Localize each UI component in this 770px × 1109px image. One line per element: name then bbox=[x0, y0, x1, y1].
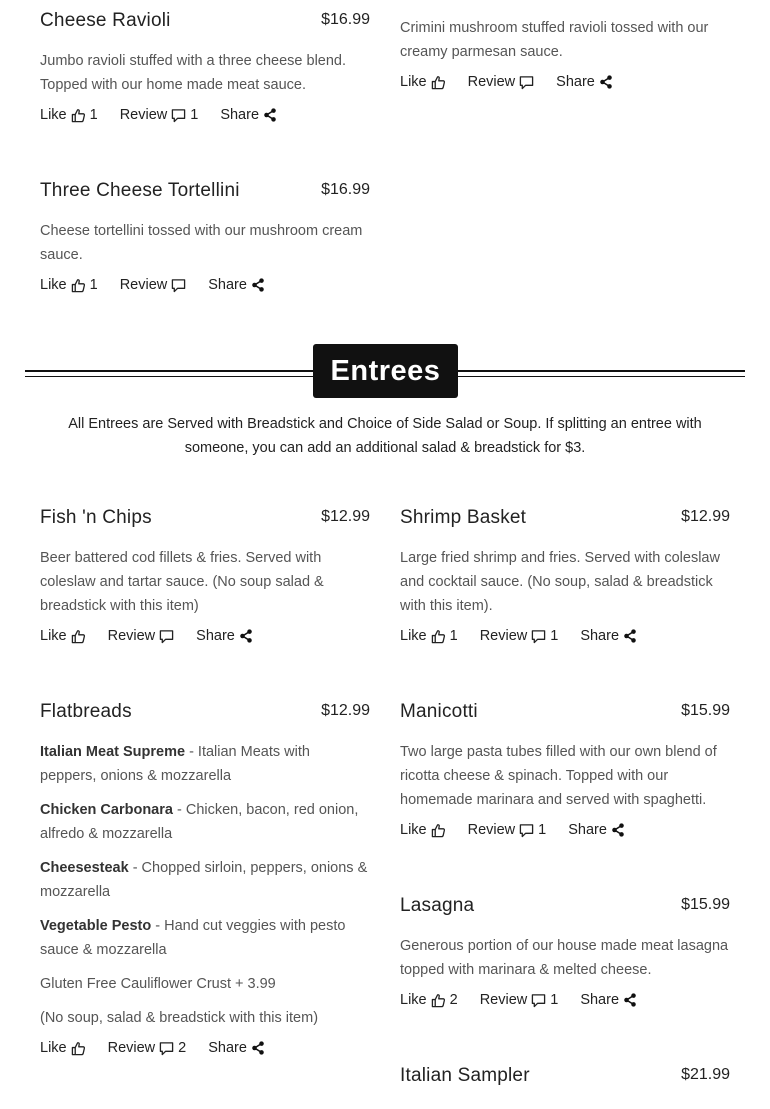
item-name: Shrimp Basket bbox=[400, 507, 527, 528]
like-label: Like bbox=[400, 822, 427, 838]
like-button[interactable] bbox=[400, 628, 458, 644]
thumbs-up-icon bbox=[431, 75, 446, 90]
comment-icon bbox=[171, 108, 186, 123]
item-price: $12.99 bbox=[681, 508, 730, 525]
like-button[interactable] bbox=[400, 992, 458, 1008]
review-button[interactable] bbox=[120, 107, 199, 123]
item-description: Generous portion of our house made meat lasagna topped with marinara & melted cheese. bbox=[400, 938, 729, 978]
item-description: Cheese tortellini tossed with our mushroom cream sauce. bbox=[40, 223, 363, 263]
flatbread-option bbox=[40, 798, 370, 846]
like-button[interactable] bbox=[40, 628, 86, 644]
like-label: Like bbox=[40, 107, 67, 123]
like-label: Like bbox=[40, 277, 67, 293]
menu-item-shrimp-basket bbox=[400, 507, 730, 650]
share-button[interactable] bbox=[556, 74, 613, 90]
option-text: - Chicken, bacon, red onion, alfredo & mozzarella bbox=[40, 802, 359, 842]
like-button[interactable] bbox=[40, 1040, 86, 1056]
share-button[interactable] bbox=[580, 992, 637, 1008]
item-price: $16.99 bbox=[321, 181, 370, 198]
like-button[interactable] bbox=[40, 277, 98, 293]
item-actions bbox=[40, 628, 370, 650]
review-label: Review bbox=[479, 628, 528, 644]
menu-item-cheese-ravioli bbox=[40, 10, 370, 129]
like-count: 2 bbox=[449, 992, 458, 1008]
share-button[interactable] bbox=[220, 107, 277, 123]
item-name: Flatbreads bbox=[40, 701, 132, 722]
item-name: Three Cheese Tortellini bbox=[40, 180, 240, 201]
review-count: 1 bbox=[550, 628, 559, 644]
share-icon bbox=[239, 629, 253, 643]
review-button[interactable] bbox=[480, 628, 559, 644]
menu-item-mushroom-ravioli bbox=[400, 10, 730, 96]
like-count: 1 bbox=[89, 107, 98, 123]
review-button[interactable] bbox=[468, 822, 547, 838]
share-button[interactable] bbox=[208, 277, 265, 293]
review-label: Review bbox=[107, 1040, 156, 1056]
item-note: (No soup, salad & breadstick with this item) bbox=[40, 1010, 319, 1026]
option-title: Vegetable Pesto bbox=[40, 918, 152, 934]
share-label: Share bbox=[208, 277, 247, 293]
item-description: Beer battered cod fillets & fries. Served with coleslaw and tartar sauce. (No soup salad & breadstick with this item) bbox=[40, 550, 324, 614]
item-actions bbox=[400, 822, 730, 844]
like-count: 1 bbox=[449, 628, 458, 644]
like-button[interactable] bbox=[400, 74, 446, 90]
thumbs-up-icon bbox=[71, 108, 86, 123]
like-count: 1 bbox=[89, 277, 98, 293]
comment-icon bbox=[159, 1041, 174, 1056]
item-name: Manicotti bbox=[400, 701, 478, 722]
item-price: $15.99 bbox=[681, 896, 730, 913]
share-label: Share bbox=[208, 1040, 247, 1056]
item-actions bbox=[400, 628, 730, 650]
section-note: All Entrees are Served with Breadstick and Choice of Side Salad or Soup. If splitting an entree with someone, you can add an additional salad & breadstick for $3. bbox=[68, 416, 702, 456]
review-count: 1 bbox=[538, 822, 547, 838]
share-icon bbox=[623, 993, 637, 1007]
share-button[interactable] bbox=[568, 822, 625, 838]
share-label: Share bbox=[556, 74, 595, 90]
menu-item-manicotti bbox=[400, 701, 730, 844]
option-title: Chicken Carbonara bbox=[40, 802, 173, 818]
review-count: 1 bbox=[190, 107, 199, 123]
share-button[interactable] bbox=[208, 1040, 265, 1056]
item-description: Two large pasta tubes filled with our own blend of ricotta cheese & spinach. Topped with our homemade marinara and served with spaghetti. bbox=[400, 744, 717, 808]
review-button[interactable] bbox=[468, 74, 535, 90]
share-icon bbox=[623, 629, 637, 643]
share-label: Share bbox=[568, 822, 607, 838]
review-label: Review bbox=[119, 107, 168, 123]
comment-icon bbox=[531, 993, 546, 1008]
thumbs-up-icon bbox=[71, 629, 86, 644]
item-actions bbox=[40, 107, 370, 129]
item-actions bbox=[400, 992, 730, 1014]
like-label: Like bbox=[400, 628, 427, 644]
item-price: $12.99 bbox=[321, 702, 370, 719]
item-price: $12.99 bbox=[321, 508, 370, 525]
thumbs-up-icon bbox=[71, 1041, 86, 1056]
share-label: Share bbox=[580, 628, 620, 644]
item-description: Jumbo ravioli stuffed with a three cheese blend. Topped with our home made meat sauce. bbox=[40, 53, 347, 93]
option-text: - Italian Meats with peppers, onions & mozzarella bbox=[40, 744, 310, 784]
thumbs-up-icon bbox=[431, 993, 446, 1008]
comment-icon bbox=[519, 823, 534, 838]
like-label: Like bbox=[40, 628, 67, 644]
option-title: Cheesesteak bbox=[40, 860, 129, 876]
review-button[interactable] bbox=[108, 1040, 187, 1056]
comment-icon bbox=[159, 629, 174, 644]
item-actions bbox=[40, 1040, 370, 1062]
option-text: - Chopped sirloin, peppers, onions & mozzarella bbox=[40, 860, 368, 900]
item-name: Fish 'n Chips bbox=[40, 507, 152, 528]
item-description: Large fried shrimp and fries. Served with coleslaw and cocktail sauce. (No soup, salad & breadstick with this item). bbox=[400, 550, 720, 614]
share-icon bbox=[599, 75, 613, 89]
review-label: Review bbox=[119, 277, 168, 293]
item-price: $16.99 bbox=[321, 11, 370, 28]
review-count: 2 bbox=[178, 1040, 187, 1056]
gluten-free-note: Gluten Free Cauliflower Crust + 3.99 bbox=[40, 976, 276, 992]
share-icon bbox=[611, 823, 625, 837]
share-icon bbox=[263, 108, 277, 122]
item-actions bbox=[400, 74, 730, 96]
menu-item-flatbreads bbox=[40, 701, 370, 1062]
thumbs-up-icon bbox=[71, 278, 86, 293]
option-text: - Hand cut veggies with pesto sauce & mozzarella bbox=[40, 918, 346, 958]
share-icon bbox=[251, 1041, 265, 1055]
review-label: Review bbox=[467, 822, 516, 838]
section-title: Entrees bbox=[313, 344, 458, 398]
menu-item-three-cheese-tortellini bbox=[40, 180, 370, 299]
item-name: Italian Sampler bbox=[400, 1065, 530, 1086]
share-button[interactable] bbox=[196, 628, 253, 644]
option-title: Italian Meat Supreme bbox=[40, 744, 186, 760]
share-button[interactable] bbox=[580, 628, 637, 644]
item-name: Cheese Ravioli bbox=[40, 10, 171, 31]
like-label: Like bbox=[40, 1040, 67, 1056]
review-label: Review bbox=[479, 992, 528, 1008]
share-label: Share bbox=[220, 107, 260, 123]
share-label: Share bbox=[196, 628, 235, 644]
comment-icon bbox=[519, 75, 534, 90]
flatbread-option bbox=[40, 856, 370, 904]
item-price: $21.99 bbox=[681, 1066, 730, 1083]
review-button[interactable] bbox=[120, 277, 187, 293]
menu-item-fish-n-chips bbox=[40, 507, 370, 650]
menu-item-lasagna bbox=[400, 895, 730, 1014]
comment-icon bbox=[171, 278, 186, 293]
review-label: Review bbox=[107, 628, 156, 644]
share-label: Share bbox=[580, 992, 620, 1008]
review-count: 1 bbox=[550, 992, 559, 1008]
flatbread-option bbox=[40, 914, 370, 962]
menu-item-italian-sampler bbox=[400, 1065, 730, 1089]
like-button[interactable] bbox=[400, 822, 446, 838]
item-actions bbox=[40, 277, 370, 299]
thumbs-up-icon bbox=[431, 823, 446, 838]
like-button[interactable] bbox=[40, 107, 98, 123]
like-label: Like bbox=[400, 992, 427, 1008]
like-label: Like bbox=[400, 74, 427, 90]
review-label: Review bbox=[467, 74, 516, 90]
item-price: $15.99 bbox=[681, 702, 730, 719]
review-button[interactable] bbox=[108, 628, 175, 644]
thumbs-up-icon bbox=[431, 629, 446, 644]
share-icon bbox=[251, 278, 265, 292]
item-name: Lasagna bbox=[400, 895, 475, 916]
item-description: Crimini mushroom stuffed ravioli tossed with our creamy parmesan sauce. bbox=[400, 20, 709, 60]
comment-icon bbox=[531, 629, 546, 644]
flatbread-option bbox=[40, 740, 370, 788]
review-button[interactable] bbox=[480, 992, 559, 1008]
